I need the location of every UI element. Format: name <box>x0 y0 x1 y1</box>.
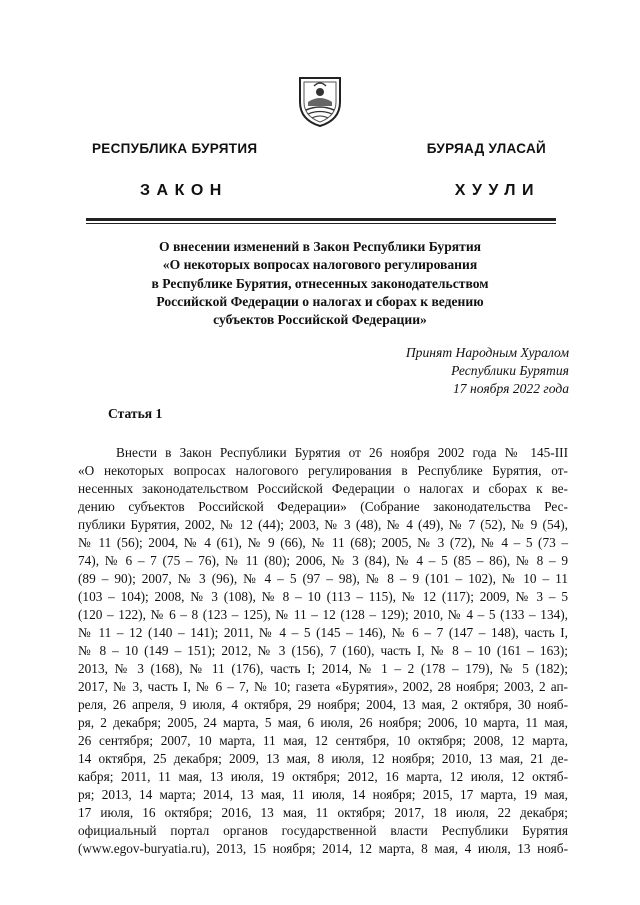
body-line: ря; 2013, 14 марта; 2014, 13 мая, 11 июля, 14 ноября; 2015, 17 марта, 19 мая, <box>78 787 568 802</box>
law-title-line: «О некоторых вопросах налогового регулирования <box>162 257 478 273</box>
body-line: кабря; 2011, 11 мая, 13 июля, 19 октября; 2012, 16 марта, 12 июля, 12 октяб- <box>78 769 568 784</box>
body-line: № 11 – 12 (140 – 141); 2011, № 4 – 5 (145 – 146), № 6 – 7 (147 – 148), часть I, <box>78 625 568 640</box>
body-line: Внести в Закон Республики Бурятия от 26 ноября 2002 года № 145-III <box>116 445 568 460</box>
body-line: «О некоторых вопросах налогового регулирования в Республике Бурятия, от- <box>78 463 568 478</box>
law-word-buryat: ХУУЛИ <box>454 182 540 199</box>
law-title-line: субъектов Российской Федерации» <box>213 312 427 328</box>
law-title <box>80 238 560 329</box>
body-line: несенных законодательством Российской Федерации о налогах и сборах к ве- <box>78 481 568 496</box>
adoption-note-line: Республики Бурятия <box>451 363 569 378</box>
law-title-line: О внесении изменений в Закон Республики Бурятия <box>158 239 482 254</box>
body-line: 2017, № 3, часть I, № 6 – 7, № 10; газета «Бурятия», 2002, 28 ноября; 2003, 2 ап- <box>78 679 568 694</box>
body-line: дению субъектов Российской Федерации» (Собрание законодательства Рес- <box>78 499 568 514</box>
body-line: (103 – 104); 2008, № 3 (108), № 8 – 10 (113 – 115), № 12 (117); 2009, № 3 – 5 <box>78 589 568 604</box>
article-heading: Статья 1 <box>108 406 163 421</box>
header-divider-thick <box>86 218 556 221</box>
body-line: официальный портал органов государственной власти Республики Бурятия <box>78 823 568 838</box>
header-divider-thin <box>86 223 556 224</box>
republic-name-buryat: БУРЯАД УЛАСАЙ <box>426 141 546 156</box>
body-line: № 8 – 10 (149 – 151); 2012, № 3 (156), 7 (160), часть I, № 8 – 10 (161 – 163); <box>78 643 568 658</box>
republic-name-russian: РЕСПУБЛИКА БУРЯТИЯ <box>92 141 258 156</box>
body-line: ря, 2 декабря; 2005, 24 марта, 5 мая, 6 июля, 26 ноября; 2006, 10 марта, 11 мая, <box>78 715 568 730</box>
body-line: 14 октября, 25 декабря; 2009, 13 мая, 8 июля, 12 ноября; 2010, 13 мая, 21 де- <box>78 751 568 766</box>
body-line: 26 сентября; 2007, 10 марта, 11 мая, 12 сентября, 10 октября; 2008, 12 марта, <box>78 733 568 748</box>
body-line: (89 – 90); 2007, № 3 (96), № 4 – 5 (97 – 98), № 8 – 9 (101 – 102), № 10 – 11 <box>78 571 568 586</box>
law-title-line: Российской Федерации о налогах и сборах к ведению <box>156 293 484 309</box>
adoption-note <box>406 344 569 398</box>
body-line: (www.egov-buryatia.ru), 2013, 15 ноября; 2014, 12 марта, 8 мая, 4 июля, 13 нояб- <box>78 841 568 856</box>
law-word-russian: ЗАКОН <box>140 182 228 199</box>
body-line: реля, 26 апреля, 9 июля, 4 октября, 29 ноября; 2004, 13 мая, 2 октября, 30 нояб- <box>78 697 568 712</box>
adoption-note-line: 17 ноября 2022 года <box>452 381 569 396</box>
article-body <box>78 444 568 858</box>
body-line: публики Бурятия, 2002, № 12 (44); 2003, № 3 (48), № 4 (49), № 7 (52), № 9 (54), <box>78 517 568 532</box>
law-title-line: в Республике Бурятия, отнесенных законодательством <box>151 275 489 291</box>
adoption-note-line: Принят Народным Хуралом <box>405 345 569 360</box>
body-line: 17 июля, 16 октября; 2016, 13 мая, 11 октября; 2017, 18 июля, 22 декабря; <box>78 805 568 820</box>
body-line: № 11 (56); 2004, № 4 (61), № 9 (66), № 11 (68); 2005, № 3 (72), № 4 – 5 (73 – <box>78 535 568 550</box>
body-line: 2013, № 3 (168), № 11 (176), часть I; 2014, № 1 – 2 (178 – 179), № 5 (182); <box>78 661 568 676</box>
coat-of-arms-icon <box>296 72 344 128</box>
body-line: (120 – 122), № 6 – 8 (123 – 125), № 11 – 12 (128 – 129); 2010, № 4 – 5 (133 – 134), <box>78 607 568 622</box>
body-line: 74), № 6 – 7 (75 – 76), № 11 (80); 2006, № 3 (84), № 4 – 5 (85 – 86), № 8 – 9 <box>78 553 568 568</box>
